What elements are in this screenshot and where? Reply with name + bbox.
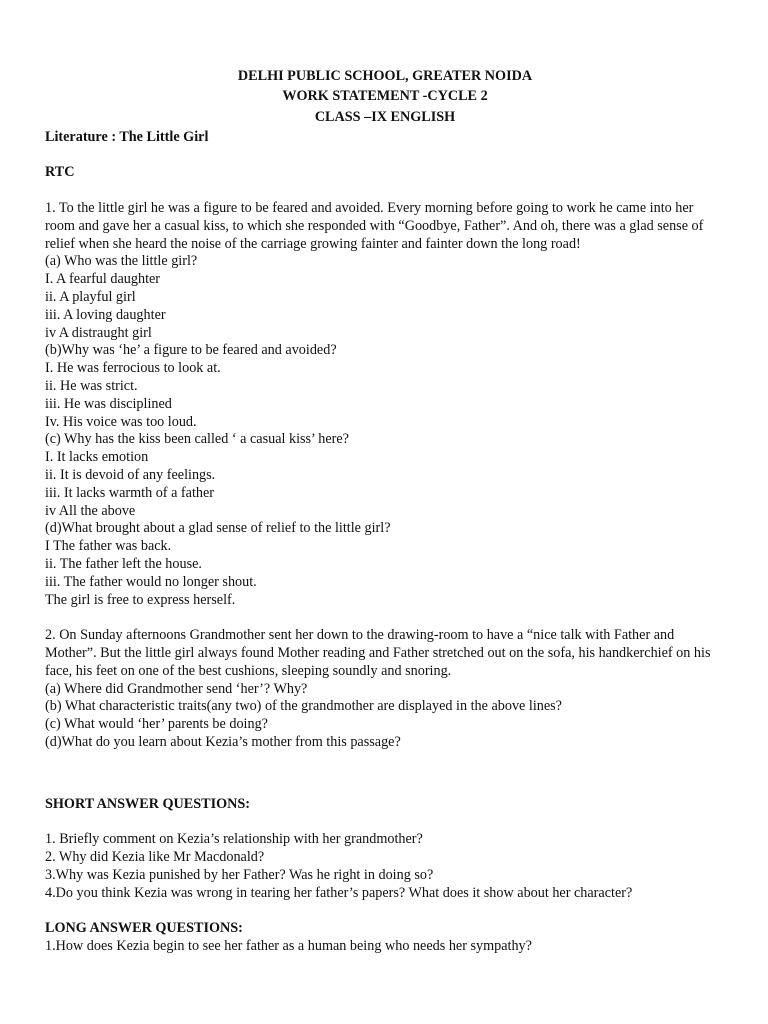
rtc1-line: (c) Why has the kiss been called ‘ a casual kiss’ here? <box>45 431 349 448</box>
rtc1-line: iv A distraught girl <box>45 324 152 341</box>
short-answer-question: 3.Why was Kezia punished by her Father? Was he right in doing so? <box>45 866 434 883</box>
rtc1-line: (a) Who was the little girl? <box>45 253 198 270</box>
long-answer-list <box>45 938 725 956</box>
rtc1-passage: 1. To the little girl he was a figure to be feared and avoided. Every morning before going to work he came into her room and gave her a casual kiss, to which she responded with “Goodbye, Father”. And oh, there was a glad sense of relief when she heard the noise of the carriage growing fainter and fainter down the long road! <box>45 200 704 252</box>
short-answer-question: 2. Why did Kezia like Mr Macdonald? <box>45 848 265 865</box>
short-answer-heading: SHORT ANSWER QUESTIONS: <box>45 795 251 812</box>
short-answer-question: 4.Do you think Kezia was wrong in tearing her father’s papers? What does it show about her character? <box>45 884 633 901</box>
rtc1-line: Iv. His voice was too loud. <box>45 413 197 430</box>
rtc1-line: I. It lacks emotion <box>45 449 149 466</box>
rtc2-line: (c) What would ‘her’ parents be doing? <box>45 716 268 733</box>
rtc2-passage: 2. On Sunday afternoons Grandmother sent her down to the drawing-room to have a “nice talk with Father and Mother”. But the little girl always found Mother reading and Father stretched out on the sofa, his handkerchief on his face, his feet on one of the best cushions, sleeping soundly and snoring. <box>45 627 711 679</box>
worksheet-page <box>45 68 725 956</box>
rtc1-line: iii. It lacks warmth of a father <box>45 484 215 501</box>
rtc2-line: (a) Where did Grandmother send ‘her’? Why? <box>45 680 308 697</box>
short-answer-list <box>45 831 725 902</box>
short-answer-question: 1. Briefly comment on Kezia’s relationship with her grandmother? <box>45 831 423 848</box>
rtc1-questions <box>45 253 725 609</box>
rtc2-line: (b) What characteristic traits(any two) of the grandmother are displayed in the above lines? <box>45 698 562 715</box>
rtc1-line: ii. He was strict. <box>45 378 138 395</box>
rtc1-line: iii. A loving daughter <box>45 306 166 323</box>
rtc1-line: I. He was ferrocious to look at. <box>45 360 221 377</box>
work-statement-title: WORK STATEMENT -CYCLE 2 <box>282 88 488 105</box>
rtc1-line: (d)What brought about a glad sense of relief to the little girl? <box>45 520 391 537</box>
rtc1-line: I. A fearful daughter <box>45 271 161 288</box>
rtc2-questions <box>45 681 725 752</box>
rtc1-line: ii. It is devoid of any feelings. <box>45 467 216 484</box>
rtc-heading: RTC <box>45 164 75 181</box>
rtc1-line: ii. The father left the house. <box>45 556 202 573</box>
rtc1-line: iv All the above <box>45 502 136 519</box>
rtc1-line: ii. A playful girl <box>45 289 136 306</box>
rtc2-line: (d)What do you learn about Kezia’s mother from this passage? <box>45 733 401 750</box>
rtc1-line: iii. He was disciplined <box>45 395 172 412</box>
literature-title: Literature : The Little Girl <box>45 128 209 145</box>
rtc1-line: iii. The father would no longer shout. <box>45 573 257 590</box>
rtc1-line: I The father was back. <box>45 538 172 555</box>
long-answer-question: 1.How does Kezia begin to see her father as a human being who needs her sympathy? <box>45 938 532 955</box>
school-name: DELHI PUBLIC SCHOOL, GREATER NOIDA <box>237 68 533 84</box>
rtc1-line: The girl is free to express herself. <box>45 591 236 608</box>
class-title: CLASS –IX ENGLISH <box>314 108 456 125</box>
long-answer-heading: LONG ANSWER QUESTIONS: <box>45 920 243 937</box>
rtc1-line: (b)Why was ‘he’ a figure to be feared and avoided? <box>45 342 337 359</box>
